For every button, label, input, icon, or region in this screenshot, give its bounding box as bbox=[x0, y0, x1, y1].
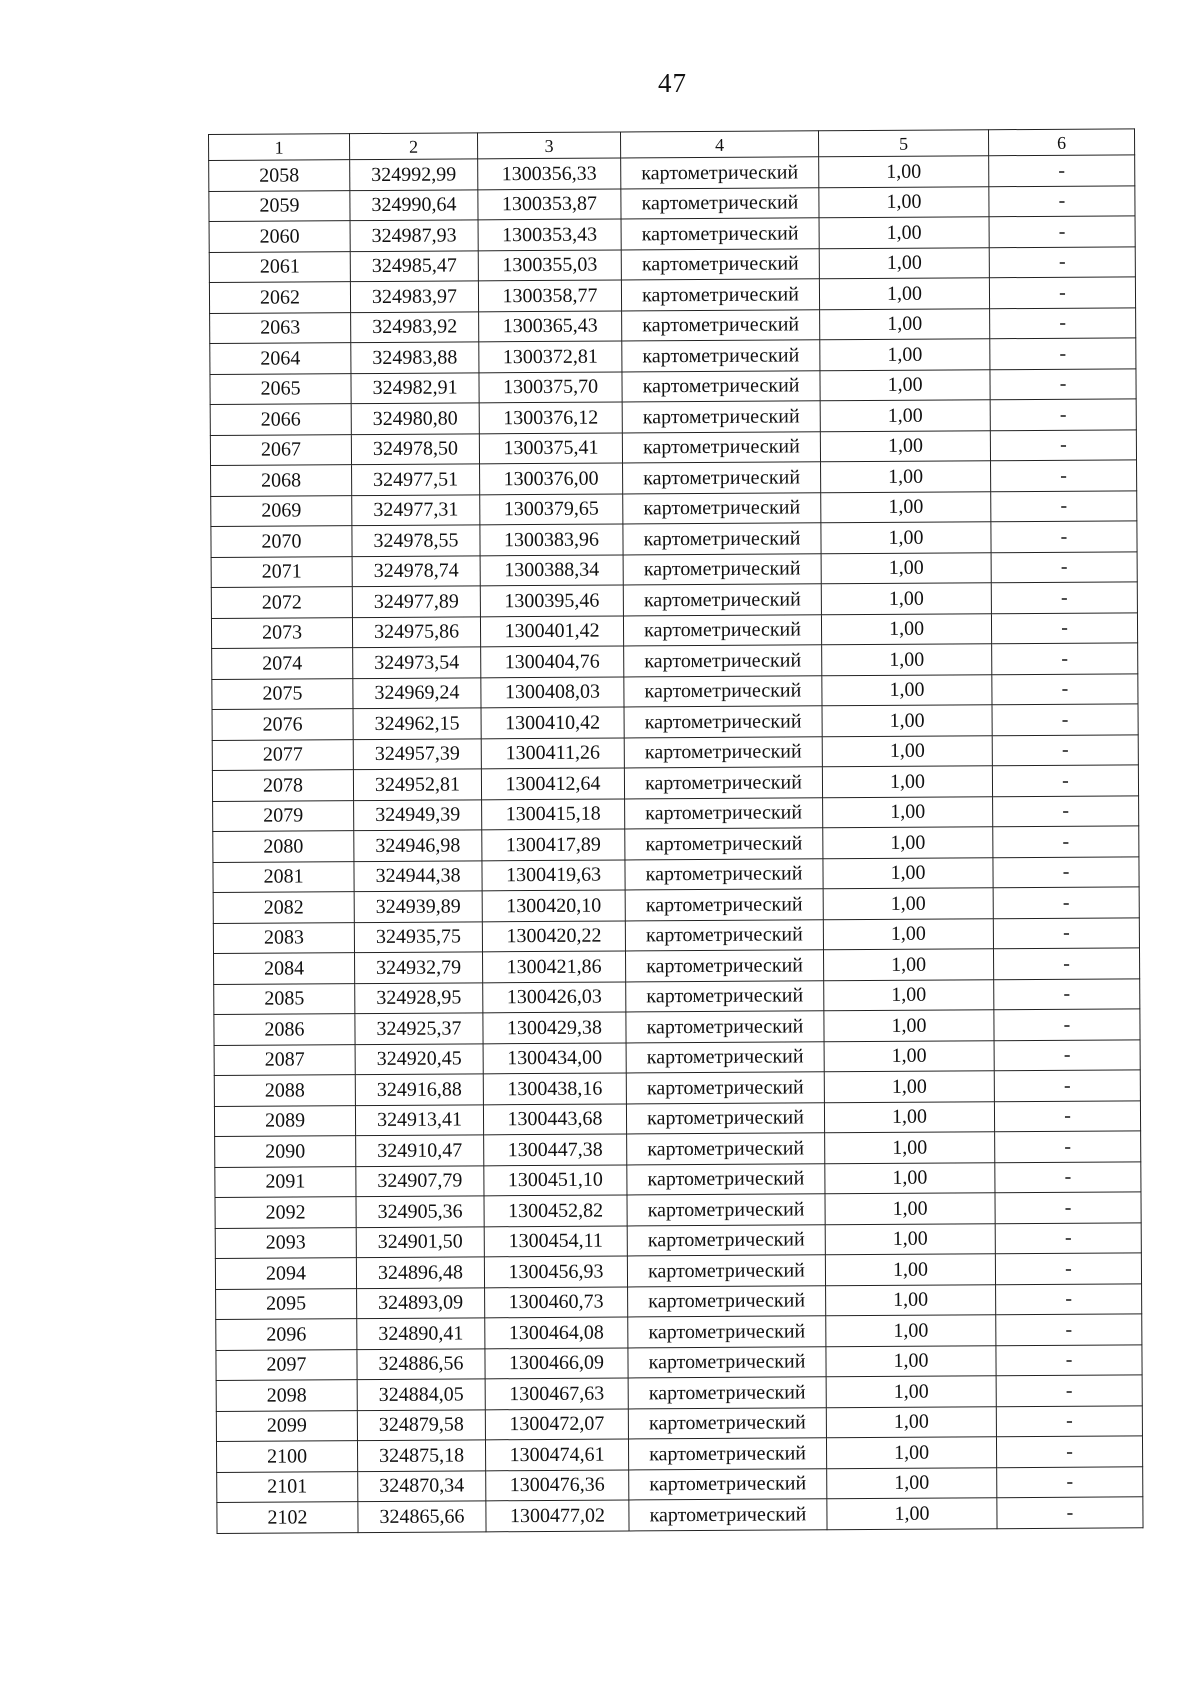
x-coordinate-cell: 324932,79 bbox=[355, 952, 483, 983]
accuracy-cell: 1,00 bbox=[825, 1254, 995, 1286]
y-coordinate-cell: 1300415,18 bbox=[482, 798, 625, 829]
x-coordinate-cell: 324896,48 bbox=[356, 1257, 484, 1288]
y-coordinate-cell: 1300365,43 bbox=[479, 310, 622, 341]
accuracy-cell: 1,00 bbox=[823, 796, 993, 828]
y-coordinate-cell: 1300426,03 bbox=[483, 981, 626, 1012]
note-cell: - bbox=[990, 338, 1136, 369]
note-cell: - bbox=[995, 1192, 1141, 1223]
point-number-cell: 2071 bbox=[211, 556, 352, 587]
method-cell: картометрический bbox=[627, 1255, 825, 1287]
x-coordinate-cell: 324939,89 bbox=[354, 891, 482, 922]
method-cell: картометрический bbox=[625, 889, 823, 921]
note-cell: - bbox=[995, 1253, 1141, 1284]
x-coordinate-cell: 324910,47 bbox=[356, 1135, 484, 1166]
accuracy-cell: 1,00 bbox=[823, 918, 993, 950]
y-coordinate-cell: 1300372,81 bbox=[479, 341, 622, 372]
accuracy-cell: 1,00 bbox=[826, 1315, 996, 1347]
note-cell: - bbox=[996, 1344, 1142, 1375]
method-cell: картометрический bbox=[627, 1224, 825, 1256]
x-coordinate-cell: 324884,05 bbox=[357, 1379, 485, 1410]
x-coordinate-cell: 324901,50 bbox=[356, 1226, 484, 1257]
point-number-cell: 2100 bbox=[216, 1441, 357, 1472]
accuracy-cell: 1,00 bbox=[826, 1284, 996, 1316]
x-coordinate-cell: 324879,58 bbox=[357, 1409, 485, 1440]
y-coordinate-cell: 1300466,09 bbox=[485, 1347, 628, 1378]
x-coordinate-cell: 324990,64 bbox=[350, 189, 478, 220]
x-coordinate-cell: 324978,55 bbox=[352, 525, 480, 556]
method-cell: картометрический bbox=[625, 828, 823, 860]
note-cell: - bbox=[990, 399, 1136, 430]
point-number-cell: 2099 bbox=[216, 1410, 357, 1441]
y-coordinate-cell: 1300443,68 bbox=[483, 1103, 626, 1134]
point-number-cell: 2081 bbox=[213, 861, 354, 892]
y-coordinate-cell: 1300460,73 bbox=[485, 1286, 628, 1317]
accuracy-cell: 1,00 bbox=[822, 705, 992, 737]
x-coordinate-cell: 324905,36 bbox=[356, 1196, 484, 1227]
x-coordinate-cell: 324893,09 bbox=[357, 1287, 485, 1318]
column-header-4: 4 bbox=[620, 131, 818, 158]
column-header-2: 2 bbox=[350, 133, 478, 160]
note-cell: - bbox=[992, 765, 1138, 796]
accuracy-cell: 1,00 bbox=[820, 430, 990, 462]
accuracy-cell: 1,00 bbox=[821, 491, 991, 523]
x-coordinate-cell: 324977,31 bbox=[352, 494, 480, 525]
x-coordinate-cell: 324975,86 bbox=[352, 616, 480, 647]
method-cell: картометрический bbox=[624, 767, 822, 799]
x-coordinate-cell: 324957,39 bbox=[353, 738, 481, 769]
note-cell: - bbox=[994, 1070, 1140, 1101]
y-coordinate-cell: 1300420,10 bbox=[482, 890, 625, 921]
accuracy-cell: 1,00 bbox=[821, 583, 991, 615]
point-number-cell: 2074 bbox=[212, 648, 353, 679]
y-coordinate-cell: 1300419,63 bbox=[482, 859, 625, 890]
point-number-cell: 2077 bbox=[212, 739, 353, 770]
method-cell: картометрический bbox=[621, 248, 819, 280]
y-coordinate-cell: 1300353,87 bbox=[478, 188, 621, 219]
note-cell: - bbox=[989, 185, 1135, 216]
note-cell: - bbox=[989, 216, 1135, 247]
point-number-cell: 2069 bbox=[211, 495, 352, 526]
point-number-cell: 2066 bbox=[210, 404, 351, 435]
method-cell: картометрический bbox=[628, 1377, 826, 1409]
x-coordinate-cell: 324870,34 bbox=[358, 1470, 486, 1501]
accuracy-cell: 1,00 bbox=[823, 949, 993, 981]
method-cell: картометрический bbox=[625, 919, 823, 951]
accuracy-cell: 1,00 bbox=[824, 1040, 994, 1072]
point-number-cell: 2097 bbox=[216, 1349, 357, 1380]
y-coordinate-cell: 1300438,16 bbox=[483, 1073, 626, 1104]
accuracy-cell: 1,00 bbox=[819, 156, 989, 188]
accuracy-cell: 1,00 bbox=[827, 1498, 997, 1530]
note-cell: - bbox=[989, 246, 1135, 277]
method-cell: картометрический bbox=[621, 218, 819, 250]
note-cell: - bbox=[996, 1405, 1142, 1436]
accuracy-cell: 1,00 bbox=[823, 888, 993, 920]
y-coordinate-cell: 1300429,38 bbox=[483, 1012, 626, 1043]
accuracy-cell: 1,00 bbox=[826, 1406, 996, 1438]
column-header-1: 1 bbox=[209, 134, 350, 161]
accuracy-cell: 1,00 bbox=[823, 827, 993, 859]
page-number: 47 bbox=[658, 68, 687, 98]
note-cell: - bbox=[997, 1497, 1143, 1528]
column-header-5: 5 bbox=[818, 130, 988, 157]
point-number-cell: 2059 bbox=[209, 190, 350, 221]
point-number-cell: 2065 bbox=[210, 373, 351, 404]
y-coordinate-cell: 1300454,11 bbox=[484, 1225, 627, 1256]
point-number-cell: 2088 bbox=[214, 1075, 355, 1106]
note-cell: - bbox=[990, 429, 1136, 460]
accuracy-cell: 1,00 bbox=[820, 339, 990, 371]
note-cell: - bbox=[996, 1314, 1142, 1345]
point-number-cell: 2067 bbox=[210, 434, 351, 465]
accuracy-cell: 1,00 bbox=[819, 278, 989, 310]
point-number-cell: 2064 bbox=[210, 343, 351, 374]
point-number-cell: 2058 bbox=[209, 160, 350, 191]
note-cell: - bbox=[995, 1222, 1141, 1253]
x-coordinate-cell: 324987,93 bbox=[350, 220, 478, 251]
y-coordinate-cell: 1300355,03 bbox=[478, 249, 621, 280]
note-cell: - bbox=[994, 1039, 1140, 1070]
accuracy-cell: 1,00 bbox=[822, 644, 992, 676]
y-coordinate-cell: 1300383,96 bbox=[480, 524, 623, 555]
y-coordinate-cell: 1300388,34 bbox=[480, 554, 623, 585]
method-cell: картометрический bbox=[626, 1041, 824, 1073]
point-number-cell: 2063 bbox=[210, 312, 351, 343]
point-number-cell: 2091 bbox=[215, 1166, 356, 1197]
point-number-cell: 2072 bbox=[211, 587, 352, 618]
note-cell: - bbox=[994, 1009, 1140, 1040]
note-cell: - bbox=[991, 551, 1137, 582]
point-number-cell: 2061 bbox=[209, 251, 350, 282]
y-coordinate-cell: 1300375,70 bbox=[479, 371, 622, 402]
method-cell: картометрический bbox=[623, 614, 821, 646]
method-cell: картометрический bbox=[621, 187, 819, 219]
accuracy-cell: 1,00 bbox=[824, 979, 994, 1011]
accuracy-cell: 1,00 bbox=[822, 735, 992, 767]
accuracy-cell: 1,00 bbox=[819, 217, 989, 249]
note-cell: - bbox=[996, 1375, 1142, 1406]
x-coordinate-cell: 324907,79 bbox=[356, 1165, 484, 1196]
accuracy-cell: 1,00 bbox=[823, 857, 993, 889]
y-coordinate-cell: 1300376,00 bbox=[480, 463, 623, 494]
y-coordinate-cell: 1300451,10 bbox=[484, 1164, 627, 1195]
column-header-6: 6 bbox=[988, 129, 1134, 156]
table-body bbox=[209, 155, 1143, 1533]
method-cell: картометрический bbox=[622, 401, 820, 433]
method-cell: картометрический bbox=[628, 1316, 826, 1348]
x-coordinate-cell: 324983,88 bbox=[351, 342, 479, 373]
method-cell: картометрический bbox=[627, 1194, 825, 1226]
accuracy-cell: 1,00 bbox=[826, 1376, 996, 1408]
accuracy-cell: 1,00 bbox=[819, 247, 989, 279]
method-cell: картометрический bbox=[629, 1468, 827, 1500]
accuracy-cell: 1,00 bbox=[819, 186, 989, 218]
note-cell: - bbox=[992, 704, 1138, 735]
x-coordinate-cell: 324977,51 bbox=[352, 464, 480, 495]
x-coordinate-cell: 324920,45 bbox=[355, 1043, 483, 1074]
method-cell: картометрический bbox=[626, 1072, 824, 1104]
note-cell: - bbox=[997, 1466, 1143, 1497]
y-coordinate-cell: 1300401,42 bbox=[480, 615, 623, 646]
method-cell: картометрический bbox=[624, 736, 822, 768]
accuracy-cell: 1,00 bbox=[822, 766, 992, 798]
x-coordinate-cell: 324952,81 bbox=[353, 769, 481, 800]
note-cell: - bbox=[992, 643, 1138, 674]
point-number-cell: 2087 bbox=[214, 1044, 355, 1075]
x-coordinate-cell: 324978,74 bbox=[352, 555, 480, 586]
method-cell: картометрический bbox=[625, 950, 823, 982]
x-coordinate-cell: 324913,41 bbox=[355, 1104, 483, 1135]
table-row bbox=[217, 1497, 1143, 1533]
y-coordinate-cell: 1300358,77 bbox=[478, 280, 621, 311]
note-cell: - bbox=[994, 1100, 1140, 1131]
method-cell: картометрический bbox=[623, 584, 821, 616]
method-cell: картометрический bbox=[626, 980, 824, 1012]
method-cell: картометрический bbox=[628, 1285, 826, 1317]
point-number-cell: 2076 bbox=[212, 709, 353, 740]
x-coordinate-cell: 324983,97 bbox=[350, 281, 478, 312]
x-coordinate-cell: 324865,66 bbox=[358, 1501, 486, 1532]
x-coordinate-cell: 324982,91 bbox=[351, 372, 479, 403]
method-cell: картометрический bbox=[621, 157, 819, 189]
point-number-cell: 2075 bbox=[212, 678, 353, 709]
x-coordinate-cell: 324944,38 bbox=[354, 860, 482, 891]
y-coordinate-cell: 1300464,08 bbox=[485, 1317, 628, 1348]
method-cell: картометрический bbox=[623, 492, 821, 524]
y-coordinate-cell: 1300474,61 bbox=[485, 1439, 628, 1470]
accuracy-cell: 1,00 bbox=[820, 369, 990, 401]
note-cell: - bbox=[989, 155, 1135, 186]
point-number-cell: 2102 bbox=[217, 1502, 358, 1533]
accuracy-cell: 1,00 bbox=[821, 522, 991, 554]
note-cell: - bbox=[992, 673, 1138, 704]
accuracy-cell: 1,00 bbox=[826, 1345, 996, 1377]
y-coordinate-cell: 1300408,03 bbox=[481, 676, 624, 707]
y-coordinate-cell: 1300411,26 bbox=[481, 737, 624, 768]
point-number-cell: 2084 bbox=[214, 953, 355, 984]
note-cell: - bbox=[995, 1161, 1141, 1192]
y-coordinate-cell: 1300404,76 bbox=[481, 646, 624, 677]
note-cell: - bbox=[990, 307, 1136, 338]
x-coordinate-cell: 324973,54 bbox=[353, 647, 481, 678]
method-cell: картометрический bbox=[624, 675, 822, 707]
point-number-cell: 2080 bbox=[213, 831, 354, 862]
note-cell: - bbox=[989, 277, 1135, 308]
accuracy-cell: 1,00 bbox=[822, 674, 992, 706]
y-coordinate-cell: 1300412,64 bbox=[481, 768, 624, 799]
accuracy-cell: 1,00 bbox=[821, 552, 991, 584]
note-cell: - bbox=[991, 460, 1137, 491]
method-cell: картометрический bbox=[625, 858, 823, 890]
y-coordinate-cell: 1300447,38 bbox=[484, 1134, 627, 1165]
method-cell: картометрический bbox=[626, 1011, 824, 1043]
note-cell: - bbox=[996, 1436, 1142, 1467]
method-cell: картометрический bbox=[622, 370, 820, 402]
point-number-cell: 2092 bbox=[215, 1197, 356, 1228]
y-coordinate-cell: 1300434,00 bbox=[483, 1042, 626, 1073]
note-cell: - bbox=[993, 856, 1139, 887]
x-coordinate-cell: 324978,50 bbox=[351, 433, 479, 464]
method-cell: картометрический bbox=[629, 1499, 827, 1531]
point-number-cell: 2089 bbox=[214, 1105, 355, 1136]
point-number-cell: 2094 bbox=[215, 1258, 356, 1289]
note-cell: - bbox=[995, 1131, 1141, 1162]
point-number-cell: 2073 bbox=[211, 617, 352, 648]
y-coordinate-cell: 1300395,46 bbox=[480, 585, 623, 616]
note-cell: - bbox=[991, 582, 1137, 613]
point-number-cell: 2060 bbox=[209, 221, 350, 252]
point-number-cell: 2068 bbox=[211, 465, 352, 496]
accuracy-cell: 1,00 bbox=[824, 1071, 994, 1103]
x-coordinate-cell: 324935,75 bbox=[354, 921, 482, 952]
y-coordinate-cell: 1300420,22 bbox=[482, 920, 625, 951]
accuracy-cell: 1,00 bbox=[820, 308, 990, 340]
point-number-cell: 2082 bbox=[213, 892, 354, 923]
x-coordinate-cell: 324962,15 bbox=[353, 708, 481, 739]
y-coordinate-cell: 1300472,07 bbox=[485, 1408, 628, 1439]
y-coordinate-cell: 1300467,63 bbox=[485, 1378, 628, 1409]
note-cell: - bbox=[993, 795, 1139, 826]
x-coordinate-cell: 324928,95 bbox=[355, 982, 483, 1013]
x-coordinate-cell: 324916,88 bbox=[355, 1074, 483, 1105]
x-coordinate-cell: 324925,37 bbox=[355, 1013, 483, 1044]
note-cell: - bbox=[991, 521, 1137, 552]
point-number-cell: 2083 bbox=[213, 922, 354, 953]
y-coordinate-cell: 1300452,82 bbox=[484, 1195, 627, 1226]
x-coordinate-cell: 324983,92 bbox=[351, 311, 479, 342]
method-cell: картометрический bbox=[623, 553, 821, 585]
note-cell: - bbox=[991, 612, 1137, 643]
y-coordinate-cell: 1300356,33 bbox=[478, 158, 621, 189]
method-cell: картометрический bbox=[623, 462, 821, 494]
method-cell: картометрический bbox=[625, 797, 823, 829]
note-cell: - bbox=[993, 948, 1139, 979]
y-coordinate-cell: 1300477,02 bbox=[486, 1500, 629, 1531]
accuracy-cell: 1,00 bbox=[825, 1223, 995, 1255]
y-coordinate-cell: 1300417,89 bbox=[482, 829, 625, 860]
y-coordinate-cell: 1300376,12 bbox=[479, 402, 622, 433]
point-number-cell: 2101 bbox=[217, 1471, 358, 1502]
method-cell: картометрический bbox=[622, 309, 820, 341]
accuracy-cell: 1,00 bbox=[826, 1437, 996, 1469]
note-cell: - bbox=[993, 826, 1139, 857]
y-coordinate-cell: 1300379,65 bbox=[480, 493, 623, 524]
x-coordinate-cell: 324949,39 bbox=[354, 799, 482, 830]
accuracy-cell: 1,00 bbox=[821, 461, 991, 493]
y-coordinate-cell: 1300410,42 bbox=[481, 707, 624, 738]
x-coordinate-cell: 324946,98 bbox=[354, 830, 482, 861]
note-cell: - bbox=[993, 917, 1139, 948]
x-coordinate-cell: 324886,56 bbox=[357, 1348, 485, 1379]
method-cell: картометрический bbox=[622, 431, 820, 463]
coordinates-table bbox=[208, 128, 1144, 1533]
x-coordinate-cell: 324985,47 bbox=[350, 250, 478, 281]
y-coordinate-cell: 1300375,41 bbox=[479, 432, 622, 463]
point-number-cell: 2095 bbox=[216, 1288, 357, 1319]
accuracy-cell: 1,00 bbox=[821, 613, 991, 645]
point-number-cell: 2062 bbox=[209, 282, 350, 313]
method-cell: картометрический bbox=[621, 279, 819, 311]
method-cell: картометрический bbox=[624, 645, 822, 677]
method-cell: картометрический bbox=[628, 1346, 826, 1378]
accuracy-cell: 1,00 bbox=[825, 1193, 995, 1225]
point-number-cell: 2086 bbox=[214, 1014, 355, 1045]
point-number-cell: 2070 bbox=[211, 526, 352, 557]
accuracy-cell: 1,00 bbox=[824, 1010, 994, 1042]
accuracy-cell: 1,00 bbox=[825, 1162, 995, 1194]
point-number-cell: 2079 bbox=[213, 800, 354, 831]
method-cell: картометрический bbox=[626, 1102, 824, 1134]
column-header-3: 3 bbox=[477, 132, 620, 159]
point-number-cell: 2078 bbox=[212, 770, 353, 801]
method-cell: картометрический bbox=[623, 523, 821, 555]
x-coordinate-cell: 324977,89 bbox=[352, 586, 480, 617]
y-coordinate-cell: 1300353,43 bbox=[478, 219, 621, 250]
point-number-cell: 2090 bbox=[215, 1136, 356, 1167]
accuracy-cell: 1,00 bbox=[820, 400, 990, 432]
y-coordinate-cell: 1300456,93 bbox=[484, 1256, 627, 1287]
point-number-cell: 2085 bbox=[214, 983, 355, 1014]
x-coordinate-cell: 324875,18 bbox=[357, 1440, 485, 1471]
note-cell: - bbox=[991, 490, 1137, 521]
method-cell: картометрический bbox=[627, 1133, 825, 1165]
point-number-cell: 2098 bbox=[216, 1380, 357, 1411]
y-coordinate-cell: 1300421,86 bbox=[483, 951, 626, 982]
note-cell: - bbox=[994, 978, 1140, 1009]
x-coordinate-cell: 324969,24 bbox=[353, 677, 481, 708]
x-coordinate-cell: 324890,41 bbox=[357, 1318, 485, 1349]
accuracy-cell: 1,00 bbox=[825, 1132, 995, 1164]
note-cell: - bbox=[992, 734, 1138, 765]
note-cell: - bbox=[993, 887, 1139, 918]
method-cell: картометрический bbox=[628, 1407, 826, 1439]
note-cell: - bbox=[990, 368, 1136, 399]
point-number-cell: 2096 bbox=[216, 1319, 357, 1350]
method-cell: картометрический bbox=[627, 1163, 825, 1195]
accuracy-cell: 1,00 bbox=[827, 1467, 997, 1499]
x-coordinate-cell: 324980,80 bbox=[351, 403, 479, 434]
method-cell: картометрический bbox=[628, 1438, 826, 1470]
accuracy-cell: 1,00 bbox=[824, 1101, 994, 1133]
x-coordinate-cell: 324992,99 bbox=[350, 159, 478, 190]
method-cell: картометрический bbox=[624, 706, 822, 738]
method-cell: картометрический bbox=[622, 340, 820, 372]
y-coordinate-cell: 1300476,36 bbox=[486, 1469, 629, 1500]
point-number-cell: 2093 bbox=[215, 1227, 356, 1258]
note-cell: - bbox=[996, 1283, 1142, 1314]
